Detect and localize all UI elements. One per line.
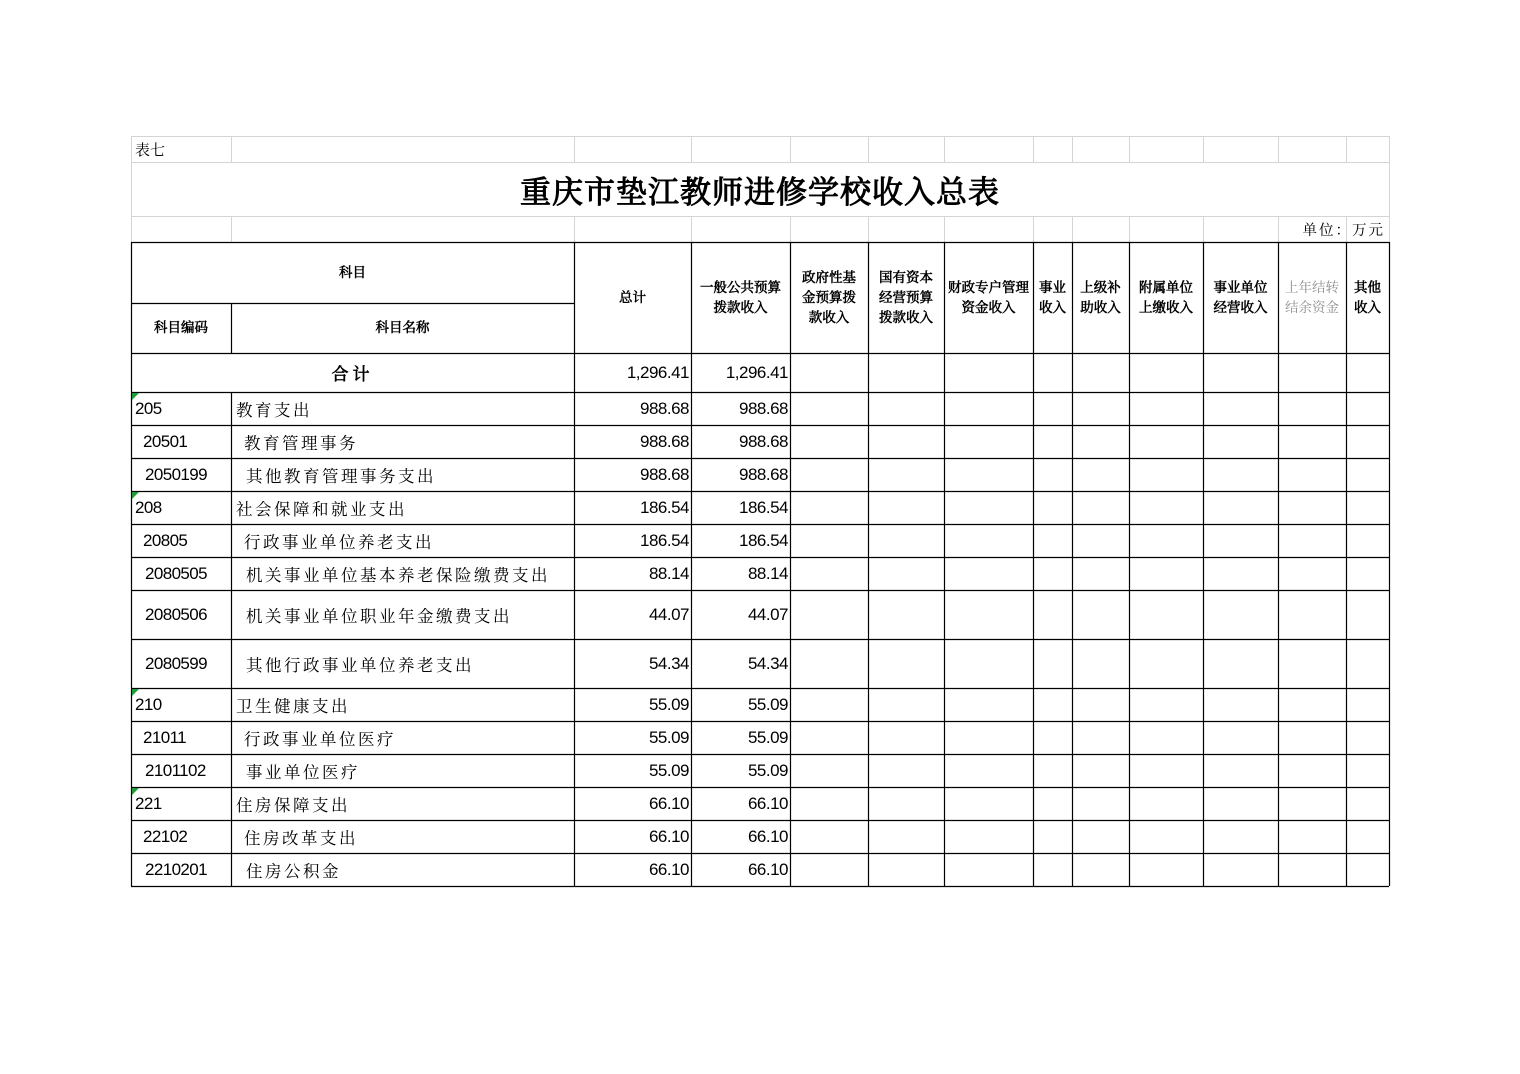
row-general-budget: 988.68 [739,464,788,484]
row-general-budget: 55.09 [747,727,788,747]
subject-code: 2080505 [145,563,207,583]
header-other-income: 其他收入 [1354,279,1381,316]
row-total: 44.07 [648,604,689,624]
subject-code: 22102 [143,826,188,846]
subject-name: 其他行政事业单位养老支出 [246,655,474,675]
subject-code: 20501 [143,431,188,451]
row-total: 988.68 [640,398,689,418]
row-total: 988.68 [640,464,689,484]
row-general-budget: 186.54 [739,530,788,550]
subject-name: 社会保障和就业支出 [236,499,407,519]
row-general-budget: 186.54 [739,497,788,517]
header-affiliated-payment: 附属单位上缴收入 [1139,279,1193,316]
subject-name: 教育管理事务 [244,433,358,453]
subject-code: 2080599 [145,653,207,673]
subject-code: 2080506 [145,604,207,624]
subject-code: 210 [135,694,162,714]
header-gov-fund: 政府性基金预算拨款收入 [802,269,856,326]
header-state-capital: 国有资本经营预算拨款收入 [879,269,933,326]
row-total: 54.34 [648,653,689,673]
header-fiscal-special: 财政专户管理资金收入 [948,279,1029,316]
row-total: 186.54 [640,530,689,550]
header-operating-income: 事业单位经营收入 [1213,279,1268,316]
row-general-budget: 988.68 [739,398,788,418]
unit-label: 单位：万元 [1302,222,1385,239]
row-total: 66.10 [648,793,689,813]
row-general-budget: 66.10 [747,859,788,879]
row-general-budget: 44.07 [747,604,788,624]
page-title: 重庆市垫江教师进修学校收入总表 [520,174,1000,211]
summary-total: 1,296.41 [626,362,689,382]
row-total: 55.09 [648,694,689,714]
subject-name: 卫生健康支出 [236,696,350,716]
row-total: 186.54 [640,497,689,517]
row-total: 988.68 [640,431,689,451]
subject-code: 20805 [143,530,188,550]
table-label: 表七 [135,140,166,159]
header-general-budget: 一般公共预算拨款收入 [700,279,781,316]
row-total: 66.10 [648,826,689,846]
header-total: 总计 [619,289,646,306]
row-general-budget: 55.09 [747,760,788,780]
summary-label: 合计 [331,365,374,385]
subject-code: 2050199 [145,464,207,484]
header-business-income: 事业收入 [1039,279,1066,316]
subject-name: 机关事业单位职业年金缴费支出 [246,606,512,626]
comment-marker-icon [132,492,139,499]
subject-name: 行政事业单位医疗 [244,729,396,749]
header-superior-subsidy: 上级补助收入 [1080,279,1121,316]
header-subject-code: 科目编码 [154,320,208,336]
subject-name: 住房公积金 [246,861,341,881]
subject-name: 机关事业单位基本养老保险缴费支出 [246,565,550,585]
comment-marker-icon [132,393,139,400]
header-subject: 科目 [339,264,366,281]
subject-code: 21011 [143,727,187,747]
subject-name: 教育支出 [236,400,312,420]
subject-code: 2101102 [145,760,206,780]
row-total: 88.14 [648,563,689,583]
subject-name: 住房保障支出 [236,795,350,815]
subject-name: 行政事业单位养老支出 [244,532,434,552]
row-total: 55.09 [648,760,689,780]
row-total: 66.10 [648,859,689,879]
subject-code: 205 [135,398,162,418]
comment-marker-icon [132,689,139,696]
row-general-budget: 988.68 [739,431,788,451]
header-subject-name: 科目名称 [375,320,430,336]
summary-general-budget: 1,296.41 [725,362,788,382]
subject-code: 2210201 [145,859,207,879]
comment-marker-icon [132,788,139,795]
subject-name: 事业单位医疗 [246,762,360,782]
subject-name: 其他教育管理事务支出 [246,466,436,486]
row-general-budget: 54.34 [747,653,788,673]
header-prior-year-balance: 上年结转结余资金 [1285,279,1339,316]
subject-code: 208 [135,497,162,517]
row-general-budget: 66.10 [747,793,788,813]
row-general-budget: 66.10 [747,826,788,846]
subject-code: 221 [135,793,162,813]
subject-name: 住房改革支出 [244,828,358,848]
row-total: 55.09 [648,727,689,747]
row-general-budget: 88.14 [747,563,788,583]
row-general-budget: 55.09 [747,694,788,714]
